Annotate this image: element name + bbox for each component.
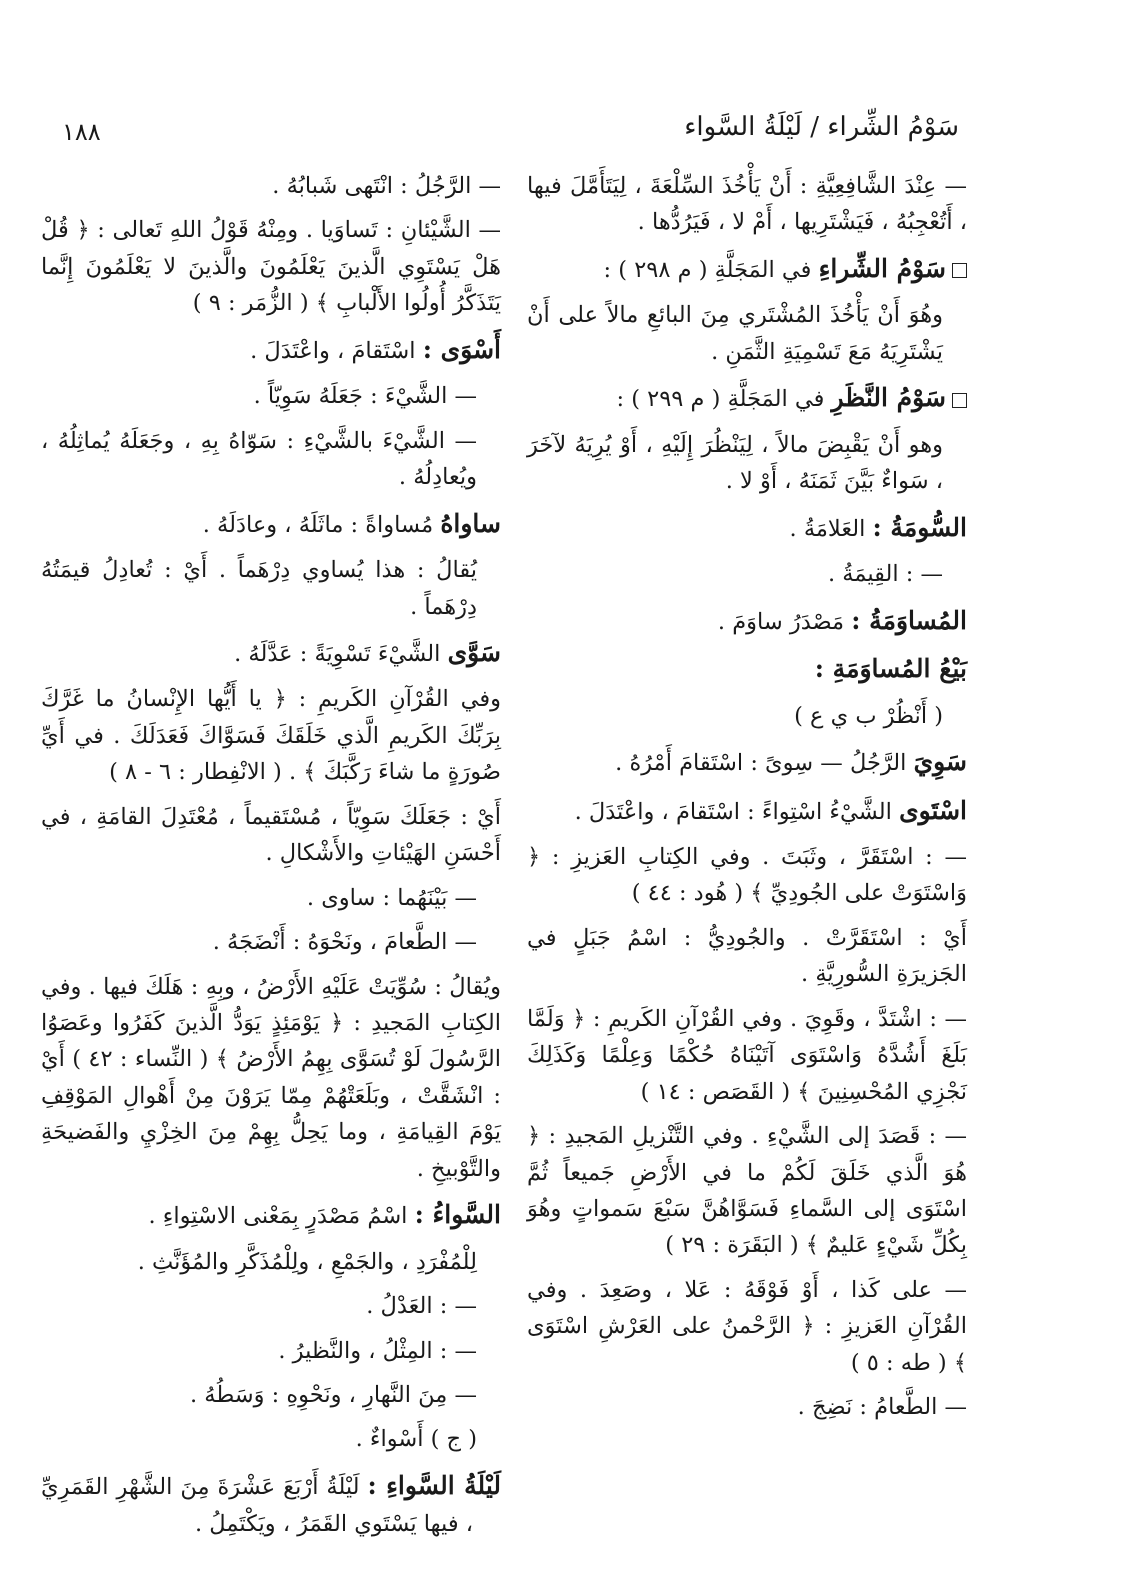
headword: لَيْلَةُ السَّواءِ : — [367, 1470, 501, 1500]
headword: اسْتَوى — [899, 795, 967, 825]
entry-text: — الشَّيْءَ بالشَّيْءِ : سَوّاهُ بِهِ ، وجَعَلَهُ يُماثِلُهُ ، ويُعادِلُهُ . — [41, 427, 477, 491]
entry-text: مُساواةً : ماثَلَهُ ، وعادَلَهُ . — [202, 511, 441, 538]
square-bullet-icon — [952, 263, 967, 278]
entry-text: الرَّجُلُ — سِوىً : اسْتَقامَ أَمْرُهُ . — [615, 750, 914, 776]
entry-text: مَصْدَرُ ساوَمَ . — [717, 608, 852, 635]
entry-text: — عِنْدَ الشَّافِعِيَّةِ : أَنْ يَأْخُذَ السِّلْعَةَ ، لِيَتَأَمَّلَ فيها ، أَتُعْجِبُهُ ، فَيَشْتَرِيها ، أَمْ لا ، فَيَرُدُّها . — [527, 173, 967, 236]
entry-text: — : العَدْلُ . — [366, 1293, 477, 1320]
entry-text: ( أَنْظُرْ ب ي ع ) — [794, 702, 943, 729]
right-entry — [527, 601, 967, 642]
entry-text: العَلامَةُ . — [789, 515, 873, 542]
entry-text: — الرَّجُلُ : انْتَهى شَبابُهُ . — [272, 173, 501, 199]
headword: سَوْمُ النَّظَرِ — [831, 383, 946, 413]
right-column — [527, 168, 967, 1434]
entry-text: لِلْمُفْرَدِ ، والجَمْعِ ، ولِلْمُذَكَّرِ والمُؤَنَّثِ . — [137, 1248, 477, 1275]
entry-text: — الشَّيْئانِ : تَساوَيا . ومِنْهُ قَوْلُ اللهِ تَعالى : ﴿ قُلْ هَلْ يَسْتَوِي الَّذينَ يَعْلَمُونَ والَّذينَ لا يَعْلَمُونَ إِنَّما يَتَذَكَّرُ أُولُوا الأَلْبابِ ﴾ ( الزُّمَر : ٩ ) — [41, 217, 501, 317]
right-entry — [527, 1118, 967, 1264]
right-entry — [527, 920, 967, 993]
left-entry — [41, 423, 501, 496]
left-entry — [41, 1244, 501, 1280]
entry-text: الشَّيْءَ تَسْوِيَةً : عَدَّلَهُ . — [234, 640, 448, 667]
left-entry — [41, 552, 501, 625]
entry-text: — : اشْتَدَّ ، وقَوِيَ . وفي القُرْآنِ الكَريمِ : ﴿ وَلَمَّا بَلَغَ أَشُدَّهُ وَاسْتَوَى آتَيْنَاهُ حُكْمًا وَعِلْمًا وَكَذَلِكَ نَجْزِي المُحْسِنِينَ ﴾ ( القَصَص : ١٤ ) — [527, 1005, 967, 1105]
headword: المُساوَمَةُ : — [851, 605, 967, 635]
entry-text: في المَجَلَّةِ ( م ٢٩٨ ) : — [603, 256, 819, 283]
entry-text: يُقالُ : هذا يُساوي دِرْهَماً . أَيْ : تُعادِلُ قيمَتُهُ دِرْهَماً . — [41, 557, 477, 620]
headword: ساواهُ — [440, 508, 501, 538]
entry-text: أَيْ : اسْتَقَرَّتْ . والجُودِيُّ : اسْمُ جَبَلٍ في الجَزيرَةِ السُّورِيَّةِ . — [527, 924, 967, 988]
page-title: سَوْمُ الشِّراء / لَيْلَةُ السَّواء — [684, 112, 959, 142]
right-entry — [527, 508, 967, 549]
entry-text: اسْمُ مَصْدَرٍ بِمَعْنى الاسْتِواءِ . — [148, 1203, 415, 1230]
right-entry — [527, 1001, 967, 1110]
right-entry — [527, 1389, 967, 1425]
left-entry — [41, 1333, 501, 1369]
right-entry — [527, 791, 967, 832]
entry-text: الشَّيْءُ اسْتِواءً : اسْتَقامَ ، واعْتَدَلَ . — [574, 798, 900, 825]
headword: سَوَّى — [447, 637, 501, 667]
headword: السُّومَةُ : — [872, 512, 967, 542]
square-bullet-icon — [952, 393, 967, 408]
right-entry — [527, 297, 967, 370]
left-entry — [41, 378, 501, 414]
entry-text: ( ج ) أَسْواءٌ . — [355, 1426, 477, 1453]
entry-text: اسْتَقامَ ، واعْتَدَلَ . — [250, 337, 423, 364]
left-entry — [41, 880, 501, 916]
left-entry — [41, 1466, 501, 1543]
entry-text: — مِنَ النَّهارِ ، ونَحْوِهِ : وَسَطُهُ . — [189, 1381, 477, 1408]
right-entry — [527, 742, 967, 783]
entry-text: — الطَّعامُ : نَضِجَ . — [797, 1394, 967, 1421]
headword: سَوْمُ الشِّراءِ — [818, 253, 946, 283]
entry-text: — الشَّيْءَ : جَعَلَهُ سَوِيّاً . — [253, 383, 477, 410]
right-entry — [527, 1272, 967, 1381]
left-entry — [41, 1377, 501, 1413]
headword: سَوِيَ — [913, 747, 967, 776]
left-entry — [41, 168, 501, 204]
left-entry — [41, 212, 501, 321]
right-entry — [527, 556, 967, 592]
left-column — [41, 168, 501, 1551]
entry-text: ويُقالُ : سُوِّيَتْ عَلَيْهِ الأَرْضُ ، وبِهِ : هَلَكَ فيها . وفي الكِتابِ المَجيدِ : ﴿ يَوْمَئِذٍ يَوَدُّ الَّذينَ كَفَرُوا وعَصَوُا الرَّسُولَ لَوْ تُسَوَّى بِهِمُ الأَرْضُ ﴾ ( النِّساء : ٤٢ ) أَيْ : انْشَقَّتْ ، وبَلَعَتْهُمْ مِمّا يَرَوْنَ مِنْ أَهْوالِ المَوْقِفِ يَوْمَ القِيامَةِ ، وما يَحِلُّ بِهِمْ مِنَ الخِزْيِ والفَضيحَةِ والتَّوْبيخِ . — [41, 973, 501, 1182]
entry-text: لَيْلَةُ أَرْبَعَ عَشْرَةَ مِنَ الشَّهْرِ القَمَرِيِّ ، فيها يَسْتَوي القَمَرُ ، ويَكْتَمِلُ . — [41, 1473, 473, 1538]
page-number: ١٨٨ — [62, 118, 101, 146]
headword: أَسْوَى : — [422, 334, 501, 364]
entry-text: — : المِثْلُ ، والنَّظيرُ . — [278, 1337, 477, 1364]
right-entry — [527, 378, 967, 419]
entry-text: في المَجَلَّةِ ( م ٢٩٩ ) : — [616, 386, 832, 413]
right-entry — [527, 249, 967, 290]
left-entry — [41, 1195, 501, 1236]
right-entry — [527, 649, 967, 690]
entry-text: وهُوَ أَنْ يَأْخُذَ المُشْتَري مِنَ البائعِ مالاً على أَنْ يَشْتَرِيَهُ مَعَ تَسْمِيَةِ الثَّمَنِ . — [527, 302, 943, 365]
left-entry — [41, 1421, 501, 1457]
entry-text: وفي القُرْآنِ الكَريمِ : ﴿ يا أَيُّها الإِنْسانُ ما غَرَّكَ بِرَبِّكَ الكَريمِ الَّذي خَلَقَكَ فَسَوَّاكَ فَعَدَلَكَ . في أَيِّ صُورَةٍ ما شاءَ رَكَّبَكَ ﴾ . ( الانْفِطار : ٦ - ٨ ) — [41, 686, 501, 786]
entry-text: — الطَّعامَ ، ونَحْوَهُ : أَنْضَجَهُ . — [212, 929, 477, 956]
entry-text: أَيْ : جَعَلَكَ سَوِيّاً ، مُسْتَقيماً ، مُعْتَدِلَ القامَةِ ، في أَحْسَنِ الهَيْئاتِ والأَشْكالِ . — [41, 803, 501, 867]
entry-text: — بَيْنَهُما : ساوى . — [306, 884, 477, 911]
entry-text: — : اسْتَقَرَّ ، وثَبَتَ . وفي الكِتابِ العَزيزِ : ﴿ وَاسْتَوَتْ على الجُودِيِّ ﴾ ( هُود : ٤٤ ) — [527, 844, 967, 907]
left-entry — [41, 1288, 501, 1324]
headword: بَيْعُ المُساوَمَةِ : — [814, 654, 967, 684]
entry-text: — : القِيمَةُ . — [827, 561, 943, 588]
right-entry — [527, 427, 967, 500]
left-entry — [41, 504, 501, 545]
headword: السَّواءُ : — [414, 1200, 501, 1230]
entry-text: — : قَصَدَ إلى الشَّيْءِ . وفي التَّنْزيلِ المَجيدِ : ﴿ هُوَ الَّذي خَلَقَ لَكُمْ ما في الأَرْضِ جَميعاً ثُمَّ اسْتَوَى إلى السَّماءِ فَسَوَّاهُنَّ سَبْعَ سَمواتٍ وهُوَ بِكُلِّ شَيْءٍ عَليمٌ ﴾ ( البَقَرَة : ٢٩ ) — [527, 1123, 967, 1259]
right-entry — [527, 839, 967, 912]
left-entry — [41, 330, 501, 371]
left-entry — [41, 924, 501, 960]
left-entry — [41, 681, 501, 790]
left-entry — [41, 799, 501, 872]
entry-text: — على كَذا ، أَوْ فَوْقَهُ : عَلا ، وصَعِدَ . وفي القُرْآنِ العَزيزِ : ﴿ الرَّحْمنُ على العَرْشِ اسْتَوَى ﴾ ( طه : ٥ ) — [527, 1276, 967, 1376]
left-entry — [41, 969, 501, 1188]
entry-text: وهو أَنْ يَقْبِضَ مالاً ، لِيَنْظُرَ إِلَيْهِ ، أَوْ يُرِيَهُ لآخَرَ ، سَواءٌ بَيَّنَ ثَمَنَهُ ، أَوْ لا . — [527, 431, 943, 495]
right-entry — [527, 698, 967, 734]
right-entry — [527, 168, 967, 241]
left-entry — [41, 633, 501, 674]
